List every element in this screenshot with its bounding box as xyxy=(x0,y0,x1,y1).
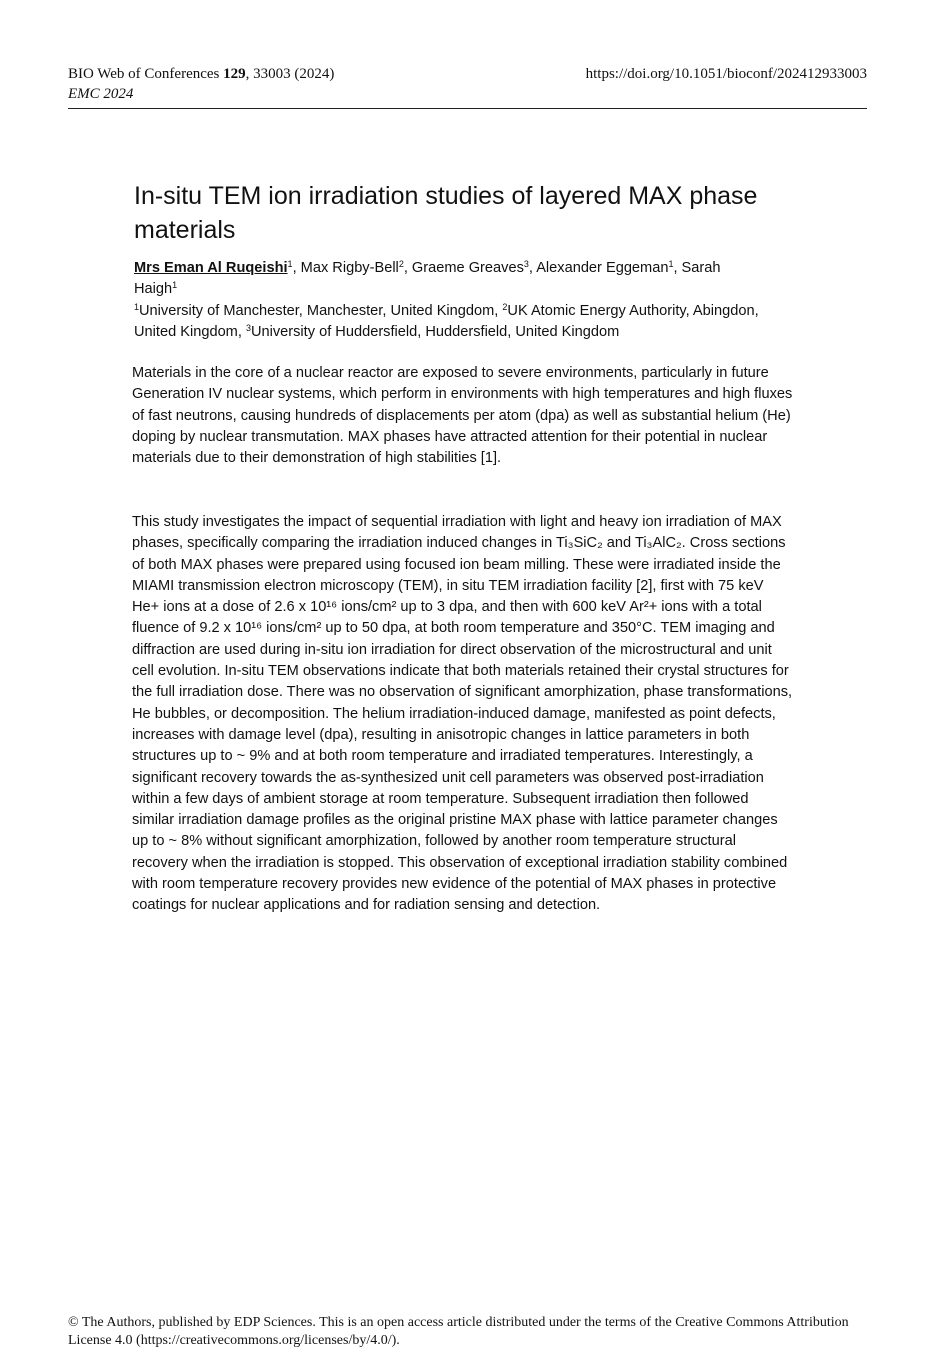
author-name: , Alexander Eggeman xyxy=(528,260,669,276)
affiliation: University of Manchester, Manchester, United Kingdom, xyxy=(139,303,503,319)
affiliation-mark: 3 xyxy=(245,323,251,333)
journal-citation xyxy=(68,64,334,84)
author-affiliation-mark: 1 xyxy=(668,259,674,269)
conference-name: EMC 2024 xyxy=(68,86,134,102)
running-header xyxy=(68,64,867,104)
author-name: , Sarah Haigh xyxy=(134,260,721,297)
author-affiliation-mark: 1 xyxy=(287,259,293,269)
journal-name: BIO Web of Conferences xyxy=(68,66,224,82)
affiliation-mark: 1 xyxy=(134,302,140,312)
author-affiliation-mark: 3 xyxy=(523,259,529,269)
affiliation: University of Huddersfield, Huddersfield, United Kingdom xyxy=(250,324,620,340)
presenting-author: Mrs Eman Al Ruqeishi xyxy=(134,260,288,276)
author-list xyxy=(134,258,764,300)
affiliation-list xyxy=(134,301,774,343)
article-number: , 33003 (2024) xyxy=(245,66,335,82)
abstract-paragraph: This study investigates the impact of sequential irradiation with light and heavy ion irradiation of MAX phases, specifically comparing the irradiation induced changes in Ti₃SiC₂ and Ti₃AlC₂. Cross sections of both MAX phases were prepared using focused ion beam milling. These were irradiated inside the MIAMI transmission electron microscopy (TEM), in situ TEM irradiation facility [2], first with 75 keV He+ ions at a dose of 2.6 x 10¹⁶ ions/cm² up to 3 dpa, and then with 600 keV Ar²+ ions with a total fluence of 9.2 x 10¹⁶ ions/cm² up to 50 dpa, at both room temperature and 350°C. TEM imaging and diffraction are used during in-situ ion irradiation for direct observation of the microstructural and unit cell evolution. In-situ TEM observations indicate that both materials retained their crystal structures for the full irradiation dose. There was no observation of significant amorphization, phase transformations, He bubbles, or decomposition. The helium irradiation-induced damage, manifested as point defects, increases with damage level (dpa), resulting in anisotropic changes in lattice parameters in both structures up to ~ 9% and at both room temperature and irradiated temperatures. Interestingly, a significant recovery towards the as-synthesized unit cell parameters was observed post-irradiation within a few days of ambient storage at room temperature. Subsequent irradiation then followed similar irradiation damage profiles as the original pristine MAX phase with lattice parameter changes up to ~ 8% without significant amorphization, followed by another room temperature structural recovery when the irradiation is stopped. This observation of exceptional irradiation stability combined with room temperature recovery provides new evidence of the potential of MAX phases in protective coatings for nuclear applications and for radiation sensing and detection. xyxy=(132,514,793,914)
abstract-paragraph: Materials in the core of a nuclear reactor are exposed to severe environments, particularly in future Generation IV nuclear systems, which perform in environments with high temperatures and high fluxes of fast neutrons, causing hundreds of displacements per atom (dpa) as well as substantial helium (He) doping by nuclear transmutation. MAX phases have attracted attention for their potential in nuclear materials due to their demonstration of high stabilities [1]. xyxy=(132,365,793,467)
author-name: , Graeme Greaves xyxy=(403,260,524,276)
header-divider xyxy=(68,108,867,109)
author-affiliation-mark: 1 xyxy=(172,280,178,290)
doi-link[interactable]: https://doi.org/10.1051/bioconf/202412933003 xyxy=(585,66,867,82)
author-name: , Max Rigby-Bell xyxy=(292,260,399,276)
affiliation: UK Atomic Energy Authority, Abingdon, United Kingdom, xyxy=(134,303,759,340)
paper-title: In-situ TEM ion irradiation studies of layered MAX phase materials xyxy=(134,182,758,244)
volume-number: 129 xyxy=(223,66,246,82)
affiliation-mark: 2 xyxy=(502,302,508,312)
license-footer: © The Authors, published by EDP Sciences. This is an open access article distributed under the terms of the Creative Commons Attribution License 4.0 (https://creativecommons.org/licenses/by/4.0/). xyxy=(68,1315,849,1348)
author-affiliation-mark: 2 xyxy=(398,259,404,269)
